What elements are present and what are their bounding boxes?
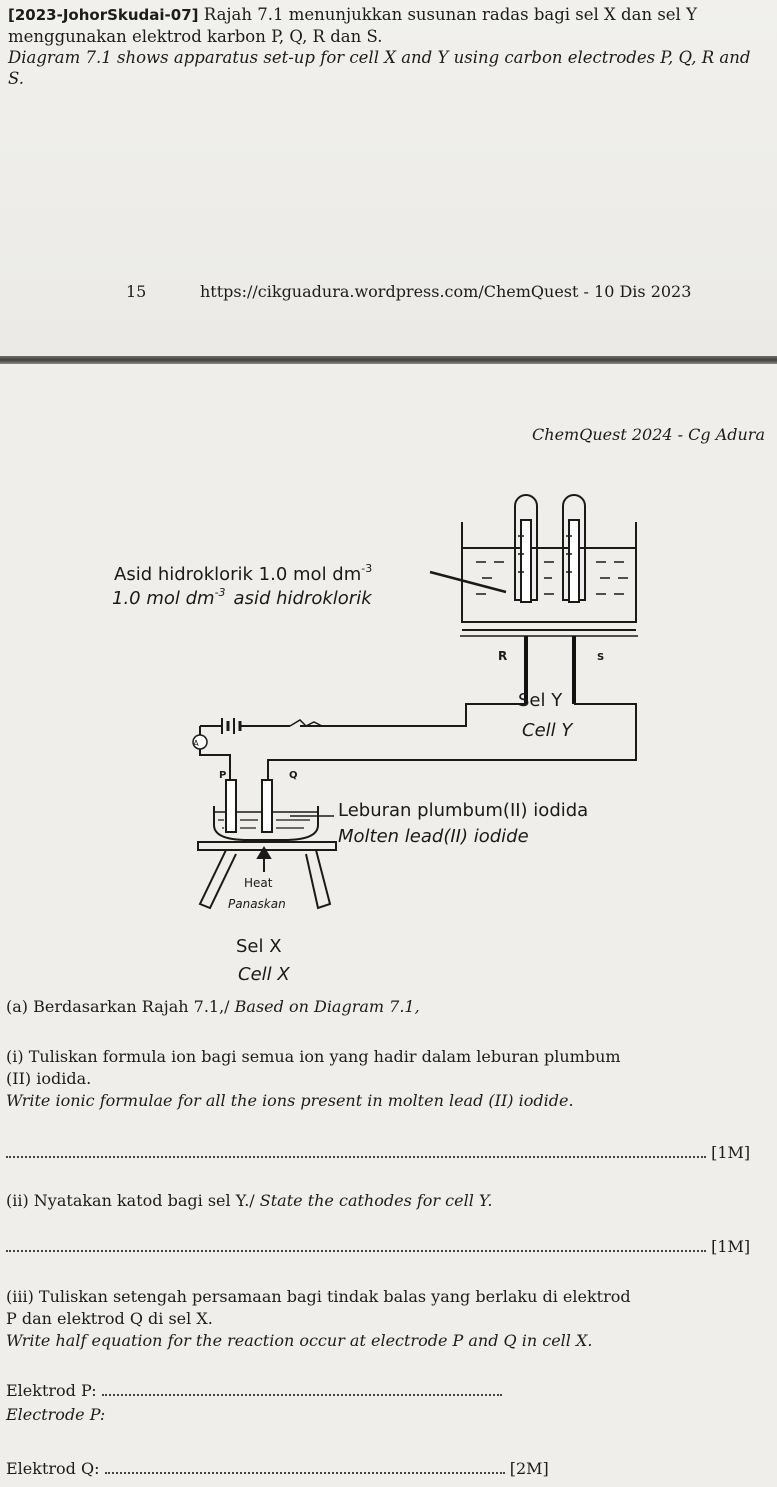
- cell-y-label-malay: Sel Y: [518, 690, 563, 711]
- intro-english: Diagram 7.1 shows apparatus set-up for cell X and Y using carbon electrodes P, Q, R and S.: [8, 48, 751, 88]
- electrode-q-answer: [6, 1458, 771, 1480]
- question-ii-english: State the cathodes for cell Y.: [259, 1191, 493, 1210]
- cell-x-label-malay: Sel X: [236, 936, 282, 957]
- heat-label-malay: Panaskan: [228, 897, 286, 911]
- question-iii-malay-line1: (iii) Tuliskan setengah persamaan bagi tindak balas yang berlaku di elektrod: [6, 1287, 631, 1306]
- question-a-iii: [6, 1286, 771, 1352]
- elektrod-p-label: Elektrod P:: [6, 1381, 97, 1400]
- ammeter-label: A: [193, 739, 199, 748]
- question-a-i: [6, 1046, 771, 1112]
- question-iii-malay-line2: P dan elektrod Q di sel X.: [6, 1309, 213, 1328]
- molten-label-english: Molten lead(II) iodide: [338, 826, 529, 847]
- question-tag: [2023-JohorSkudai-07]: [8, 6, 199, 24]
- electrode-q-label: Q: [289, 770, 298, 781]
- answer-line-i: [6, 1142, 771, 1164]
- heat-label-english: Heat: [244, 876, 273, 890]
- page-header-title: ChemQuest 2024 - Cg Adura: [532, 425, 765, 444]
- question-intro: [8, 4, 768, 89]
- electrode-p-answer: [6, 1380, 771, 1402]
- answer-dots-p[interactable]: [102, 1394, 502, 1396]
- cell-y-beaker: [462, 522, 636, 622]
- answer-dots-i[interactable]: [6, 1156, 706, 1158]
- question-a-english: Based on Diagram 7.1,: [234, 997, 420, 1016]
- intro-malay-text: Rajah 7.1 menunjukkan susunan radas bagi sel X dan sel Y menggunakan elektrod karbon P, Q, R dan S.: [8, 5, 697, 46]
- footer-source: https://cikguadura.wordpress.com/ChemQuest - 10 Dis 2023: [200, 282, 692, 301]
- question-a-malay: (a) Berdasarkan Rajah 7.1,/: [6, 997, 230, 1016]
- electrode-r-label: R: [498, 649, 508, 663]
- question-a-ii: [6, 1190, 771, 1212]
- mark-ii: [1M]: [711, 1237, 751, 1256]
- molten-label-malay: Leburan plumbum(II) iodida: [338, 800, 589, 821]
- electrode-s-label: S: [597, 652, 605, 663]
- acid-label-english: 1.0 mol $dm^{-3}$ asid hidroklorik: [112, 586, 372, 609]
- page-number: 15: [126, 282, 147, 301]
- acid-label-malay: Asid hidroklorik 1.0 mol $dm^{-3}$: [114, 562, 373, 585]
- electrode-p-english: Electrode P:: [6, 1405, 106, 1424]
- electrode-r: [521, 520, 531, 602]
- question-ii-malay: (ii) Nyatakan katod bagi sel Y./: [6, 1191, 255, 1210]
- question-i-malay-line2: (II) iodida.: [6, 1069, 92, 1088]
- electrode-p-label: P: [219, 770, 227, 781]
- page-divider: [0, 356, 777, 364]
- elektrod-q-label: Elektrod Q:: [6, 1459, 100, 1478]
- question-i-english: Write ionic formulae for all the ions present in molten lead (II) iodide.: [6, 1091, 574, 1110]
- apparatus-diagram: [0, 480, 777, 990]
- cell-x-label-english: Cell X: [238, 964, 290, 985]
- intro-malay: [8, 4, 768, 47]
- question-a-intro: [6, 996, 771, 1018]
- electrode-p: [226, 780, 236, 832]
- answer-line-ii: [6, 1236, 771, 1258]
- cell-y-label-english: Cell Y: [522, 720, 573, 741]
- electrode-q: [262, 780, 272, 832]
- electrode-s: [569, 520, 579, 602]
- mark-iii: [2M]: [509, 1459, 549, 1478]
- question-iii-english: Write half equation for the reaction occur at electrode P and Q in cell X.: [6, 1331, 593, 1350]
- mark-i: [1M]: [711, 1143, 751, 1162]
- answer-dots-ii[interactable]: [6, 1250, 706, 1252]
- question-i-malay-line1: (i) Tuliskan formula ion bagi semua ion yang hadir dalam leburan plumbum: [6, 1047, 621, 1066]
- answer-dots-q[interactable]: [105, 1472, 505, 1474]
